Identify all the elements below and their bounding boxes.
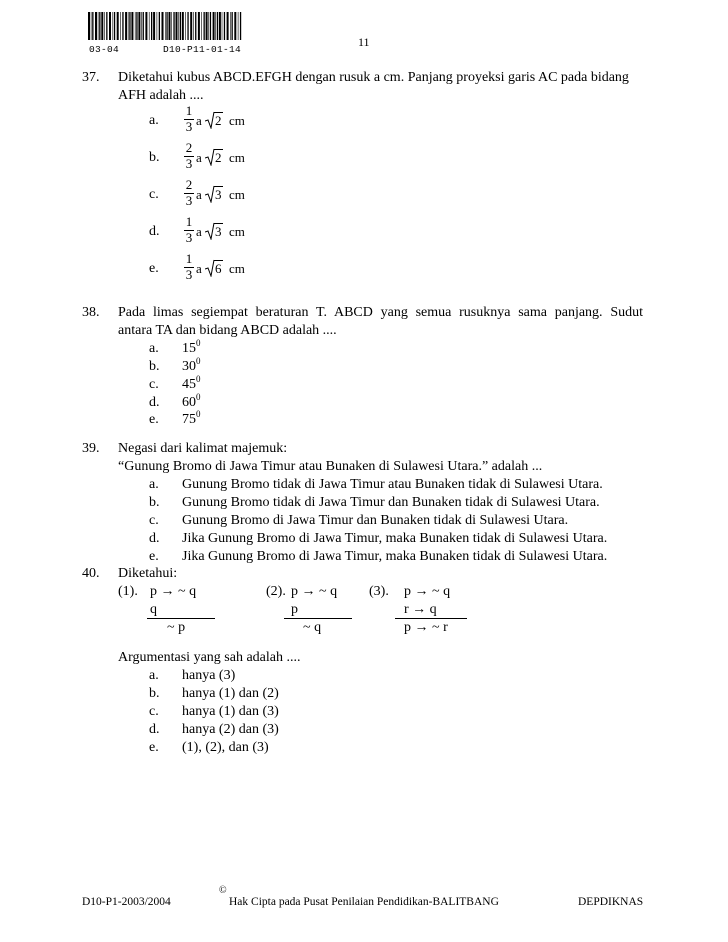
degree-superscript: 0 [196,409,201,419]
q38-text-line2: antara TA dan bidang ABCD adalah .... [118,323,337,338]
q39-number: 39. [82,441,100,456]
q37-option-label: e. [149,261,159,276]
radical-sign-icon [205,222,215,240]
barcode-bar [135,12,136,40]
degree-superscript: 0 [196,356,201,366]
argument-rule [147,618,215,619]
barcode-bar [136,12,137,40]
q38-option-label: d. [149,395,160,410]
barcode-bar [141,12,142,40]
radical-sign-icon [205,185,215,203]
fraction-numerator: 1 [185,251,193,266]
argument-label: (1). [118,584,138,599]
q38-option-label: a. [149,341,159,356]
argument-rule [395,618,467,619]
unit: cm [229,150,245,165]
footer-right: DEPDIKNAS [578,896,644,908]
q40-text-line1: Diketahui: [118,566,178,581]
barcode-bar [138,12,140,40]
variable-a: a [196,261,202,276]
q38-number: 38. [82,305,100,320]
q39-option-label: c. [149,513,159,528]
radicand: 3 [215,224,222,239]
q40-option-text: hanya (2) dan (3) [182,722,279,737]
q40-option-label: c. [149,704,159,719]
barcode-bar [166,12,167,40]
argument-conclusion: p → ~ r [404,620,448,635]
q39-option-text: Gunung Bromo tidak di Jawa Timur dan Bunaken tidak di Sulawesi Utara. [182,495,600,510]
q37-option-fraction [184,104,194,134]
radical-sign-icon [205,111,215,129]
q38-option-value [182,374,201,393]
barcode-bar [125,12,127,40]
q37-option-label: b. [149,150,160,165]
argument-premise1: p → ~ q [291,584,338,599]
radicand: 3 [215,187,222,202]
q37-text-line2: AFH adalah .... [118,88,204,103]
barcode-bar [210,12,211,40]
barcode-bar [230,12,231,40]
q39-text-line2: “Gunung Bromo di Jawa Timur atau Bunaken di Sulawesi Utara.” adalah ... [118,459,543,474]
square-root [205,113,223,129]
q38-option-label: c. [149,377,159,392]
argument-rule [284,618,352,619]
barcode-bar [187,12,188,40]
q39-option-label: e. [149,549,159,564]
radicand: 2 [215,150,222,165]
barcode-bar [195,12,196,40]
variable-a: a [196,150,202,165]
argument-conclusion: ~ p [167,620,186,635]
argument-conclusion: ~ q [303,620,322,635]
barcode-bar [193,12,194,40]
square-root [205,150,223,166]
barcode-bar [101,12,103,40]
q40-option-label: d. [149,722,160,737]
barcode-bar [145,12,147,40]
q40-question: Argumentasi yang sah adalah .... [118,650,301,665]
barcode-bar [180,12,181,40]
argument-premise2: r → q [404,602,437,617]
barcode-bar [143,12,144,40]
unit: cm [229,261,245,276]
q37-option-fraction [184,141,194,171]
barcode-bar [178,12,179,40]
unit: cm [229,187,245,202]
barcode-bar [92,12,93,40]
q39-option-text: Gunung Bromo di Jawa Timur dan Bunaken tidak di Sulawesi Utara. [182,513,569,528]
unit: cm [229,113,245,128]
angle-value: 75 [182,412,196,427]
q38-text-line1: Pada limas segiempat beraturan T. ABCD yang semua rusuknya sama panjang. Sudut [118,305,643,320]
q37-option-label: c. [149,187,159,202]
barcode-bar [122,12,123,40]
fraction-numerator: 1 [185,103,193,118]
barcode-bar [238,12,239,40]
variable-a: a [196,224,202,239]
barcode-bar [95,12,97,40]
barcode-bar [185,12,186,40]
q39-option-text: Gunung Bromo tidak di Jawa Timur atau Bunaken tidak di Sulawesi Utara. [182,477,603,492]
angle-value: 45 [182,377,196,392]
q37-number: 37. [82,70,100,85]
barcode-bar [120,12,121,40]
barcode-bar [182,12,184,40]
barcode-bar [208,12,209,40]
barcode-bar [201,12,202,40]
q40-option-label: a. [149,668,159,683]
barcode-bar [157,12,158,40]
barcode-bar [114,12,115,40]
barcode-bar [190,12,192,40]
barcode-bar [128,12,129,40]
square-root [205,224,223,240]
q37-text-line1: Diketahui kubus ABCD.EFGH dengan rusuk a cm. Panjang proyeksi garis AC pada bidang [118,70,629,85]
radical-sign-icon [205,148,215,166]
radical-sign-icon [205,259,215,277]
q37-option-expression [196,261,245,277]
barcode-bar [162,12,164,40]
barcode-bar [98,12,99,40]
barcode-bar [131,12,133,40]
barcode-bar [153,12,155,40]
fraction-numerator: 2 [185,140,193,155]
barcode-bar [227,12,229,40]
barcode-bar [159,12,160,40]
barcode-bar [99,12,100,40]
fraction-numerator: 2 [185,177,193,192]
q37-option-expression [196,113,245,129]
footer-left: D10-P1-2003/2004 [82,896,171,908]
square-root [205,187,223,203]
fraction-denominator: 3 [185,267,193,282]
page-number: 11 [358,35,370,49]
barcode-bar [198,12,200,40]
q39-option-label: a. [149,477,159,492]
barcode-bar [117,12,119,40]
argument-premise2: q [150,602,157,617]
barcode-bar [217,12,218,40]
barcode-bar [213,12,215,40]
angle-value: 15 [182,341,196,356]
barcode [88,12,242,40]
radicand: 2 [215,113,222,128]
q37-option-fraction [184,252,194,282]
q37-option-fraction [184,215,194,245]
q40-option-label: b. [149,686,160,701]
q37-option-expression [196,150,245,166]
q40-option-text: (1), (2), dan (3) [182,740,269,755]
barcode-bar [169,12,171,40]
barcode-bar [165,12,166,40]
barcode-bar [219,12,221,40]
variable-a: a [196,187,202,202]
angle-value: 30 [182,359,196,374]
q38-option-value [182,338,201,357]
argument-premise1: p → ~ q [404,584,451,599]
barcode-bar [88,12,90,40]
argument-label: (2). [266,584,286,599]
q40-option-label: e. [149,740,159,755]
q37-option-label: a. [149,113,159,128]
q37-option-label: d. [149,224,160,239]
q39-option-label: d. [149,531,160,546]
argument-label: (3). [369,584,389,599]
unit: cm [229,224,245,239]
fraction-denominator: 3 [185,193,193,208]
barcode-bar [222,12,223,40]
q38-option-value [182,409,201,428]
barcode-bar [104,12,105,40]
q37-option-fraction [184,178,194,208]
q37-option-expression [196,224,245,240]
q40-number: 40. [82,566,100,581]
barcode-code-left: 03-04 [89,44,120,55]
barcode-bar [129,12,130,40]
footer-center: Hak Cipta pada Pusat Penilaian Pendidikan-BALITBANG [229,896,499,908]
radicand: 6 [215,261,222,276]
variable-a: a [196,113,202,128]
q39-option-text: Jika Gunung Bromo di Jawa Timur, maka Bunaken tidak di Sulawesi Utara. [182,549,608,564]
q37-option-expression [196,187,245,203]
q40-option-text: hanya (3) [182,668,236,683]
barcode-bar [171,12,172,40]
q39-text-line1: Negasi dari kalimat majemuk: [118,441,288,456]
barcode-bar [224,12,225,40]
barcode-bar [113,12,114,40]
barcode-bar [215,12,216,40]
fraction-denominator: 3 [185,119,193,134]
barcode-bar [106,12,107,40]
degree-superscript: 0 [196,338,201,348]
fraction-denominator: 3 [185,230,193,245]
q40-option-text: hanya (1) dan (3) [182,704,279,719]
q39-option-text: Jika Gunung Bromo di Jawa Timur, maka Bunaken tidak di Sulawesi Utara. [182,531,608,546]
barcode-bar [232,12,233,40]
barcode-bar [204,12,205,40]
degree-superscript: 0 [196,374,201,384]
q38-option-label: b. [149,359,160,374]
fraction-numerator: 1 [185,214,193,229]
q38-option-label: e. [149,412,159,427]
barcode-bar [91,12,92,40]
q38-option-value [182,356,201,375]
barcode-bar [206,12,208,40]
q40-option-text: hanya (1) dan (2) [182,686,279,701]
copyright-icon: © [219,885,227,896]
barcode-bar [234,12,236,40]
degree-superscript: 0 [196,392,201,402]
barcode-code-right: D10-P11-01-14 [163,44,242,55]
square-root [205,261,223,277]
argument-premise1: p → ~ q [150,584,197,599]
barcode-bar [240,12,241,40]
barcode-bar [173,12,174,40]
q39-option-label: b. [149,495,160,510]
barcode-bar [149,12,150,40]
barcode-bar [176,12,178,40]
barcode-bar [109,12,111,40]
angle-value: 60 [182,395,196,410]
barcode-bar [151,12,152,40]
fraction-denominator: 3 [185,156,193,171]
argument-premise2: p [291,602,298,617]
